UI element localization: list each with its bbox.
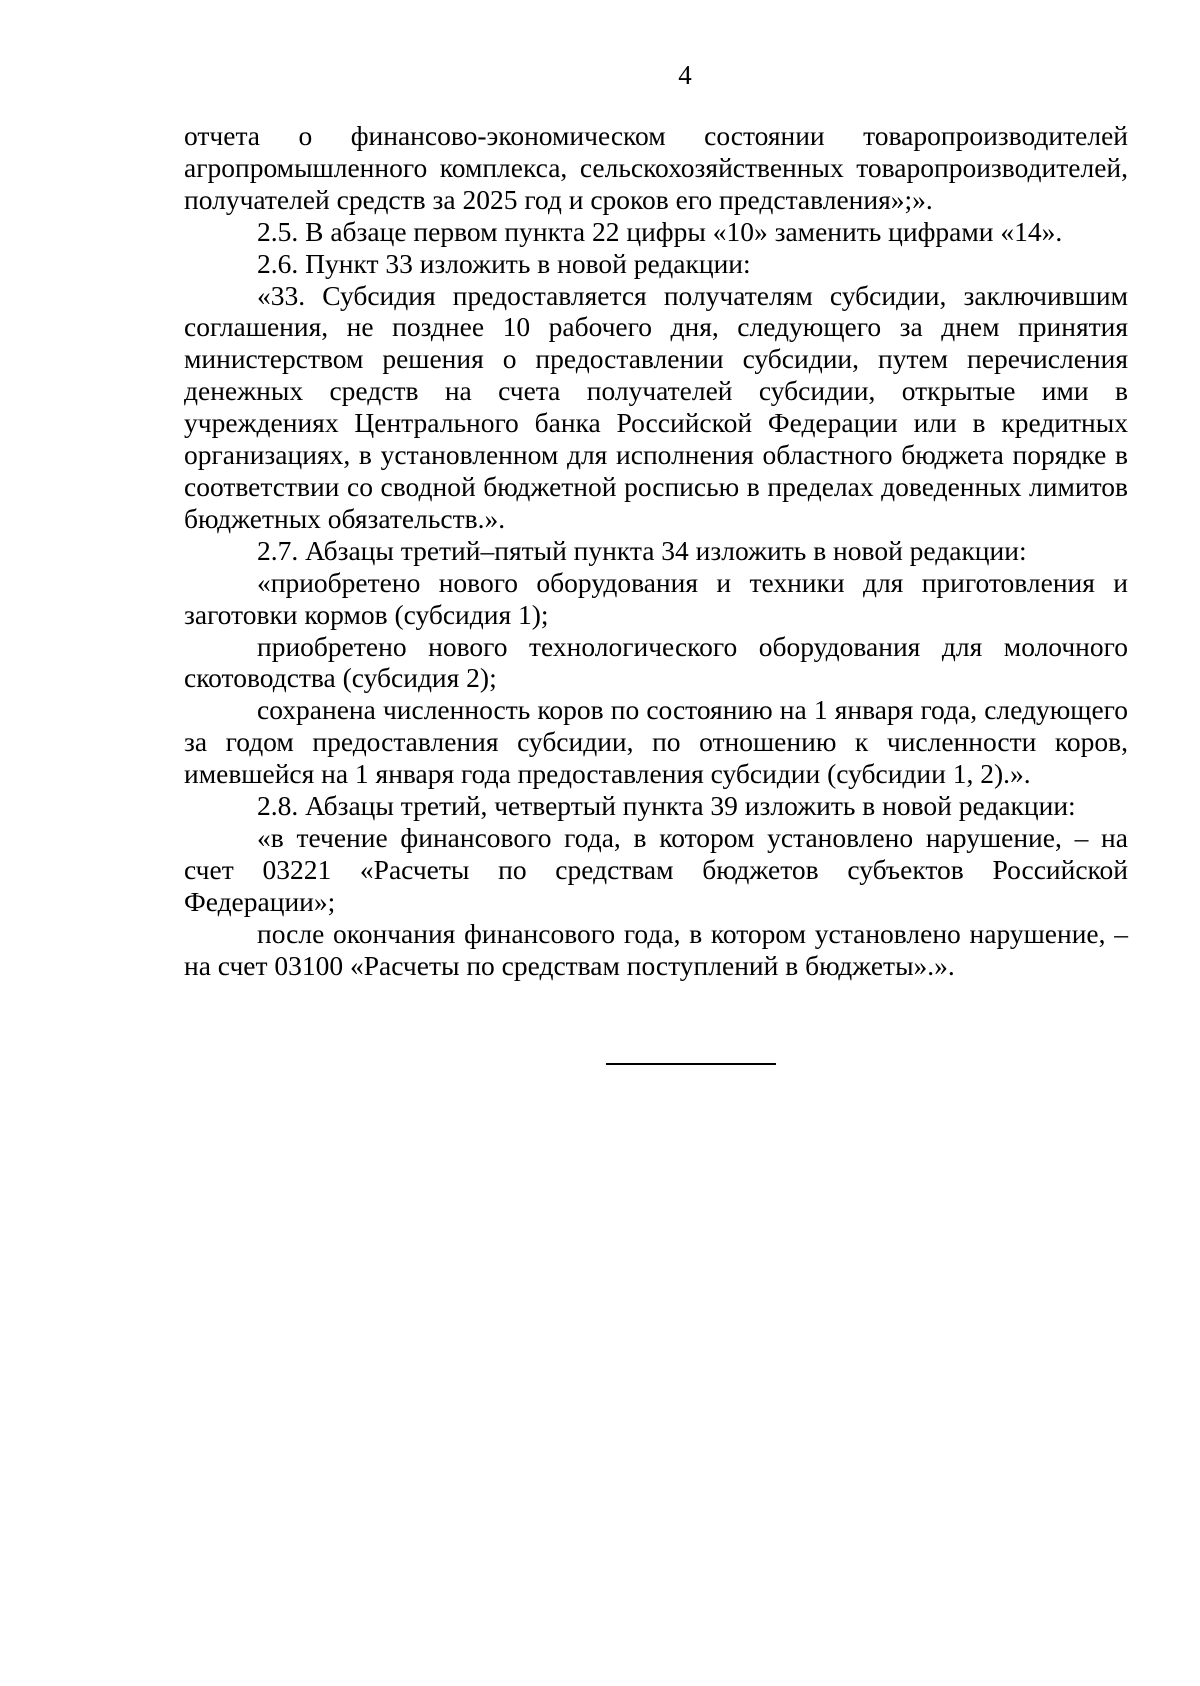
paragraph-2-6: 2.6. Пункт 33 изложить в новой редакции: bbox=[257, 247, 751, 279]
page-number: 4 bbox=[678, 60, 692, 90]
paragraph-subsidy-1: «приобретено нового оборудования и техники для приготовления и заготовки кормов (субсидия 1); bbox=[184, 566, 1128, 630]
paragraph-account-03100: после окончания финансового года, в котором установлено нарушение, – на счет 03100 «Расчеты по средствам поступлений в бюджеты».». bbox=[184, 917, 1128, 981]
paragraph-continuation: отчета о финансово-экономическом состоянии товаропроизводителей агропромышленного комплекса, сельскохозяйственных товаропроизводителей, получателей средств за 2025 год и сроков его представления»;». bbox=[184, 120, 1128, 215]
end-separator-line bbox=[606, 1063, 776, 1065]
paragraph-cow-count: сохранена численность коров по состоянию на 1 января года, следующего за годом предоставления субсидии, по отношению к численности коров, имевшейся на 1 января года предоставления субсидии (субсидии 1, 2).». bbox=[184, 694, 1128, 790]
paragraph-account-03221: «в течение финансового года, в котором установлено нарушение, – на счет 03221 «Расчеты по средствам бюджетов субъектов Российской Федерации»; bbox=[184, 821, 1128, 917]
paragraph-2-8: 2.8. Абзацы третий, четвертый пункта 39 изложить в новой редакции: bbox=[257, 790, 1076, 822]
paragraph-subsidy-2: приобретено нового технологического оборудования для молочного скотоводства (субсидия 2); bbox=[184, 630, 1128, 694]
document-body bbox=[184, 120, 1128, 981]
paragraph-point-33: «33. Субсидия предоставляется получателям субсидии, заключившим соглашения, не позднее 10 рабочего дня, следующего за днем принятия министерством решения о предоставлении субсидии, путем перечисления денежных средств на счета получателей субсидии, открытые ими в учреждениях Центрального банка Российской Федерации или в кредитных организациях, в установленном для исполнения областного бюджета порядке в соответствии со сводной бюджетной росписью в пределах доведенных лимитов бюджетных обязательств.». bbox=[184, 279, 1128, 534]
paragraph-2-7: 2.7. Абзацы третий–пятый пункта 34 изложить в новой редакции: bbox=[257, 534, 1027, 566]
paragraph-2-5: 2.5. В абзаце первом пункта 22 цифры «10» заменить цифрами «14». bbox=[257, 215, 1063, 247]
